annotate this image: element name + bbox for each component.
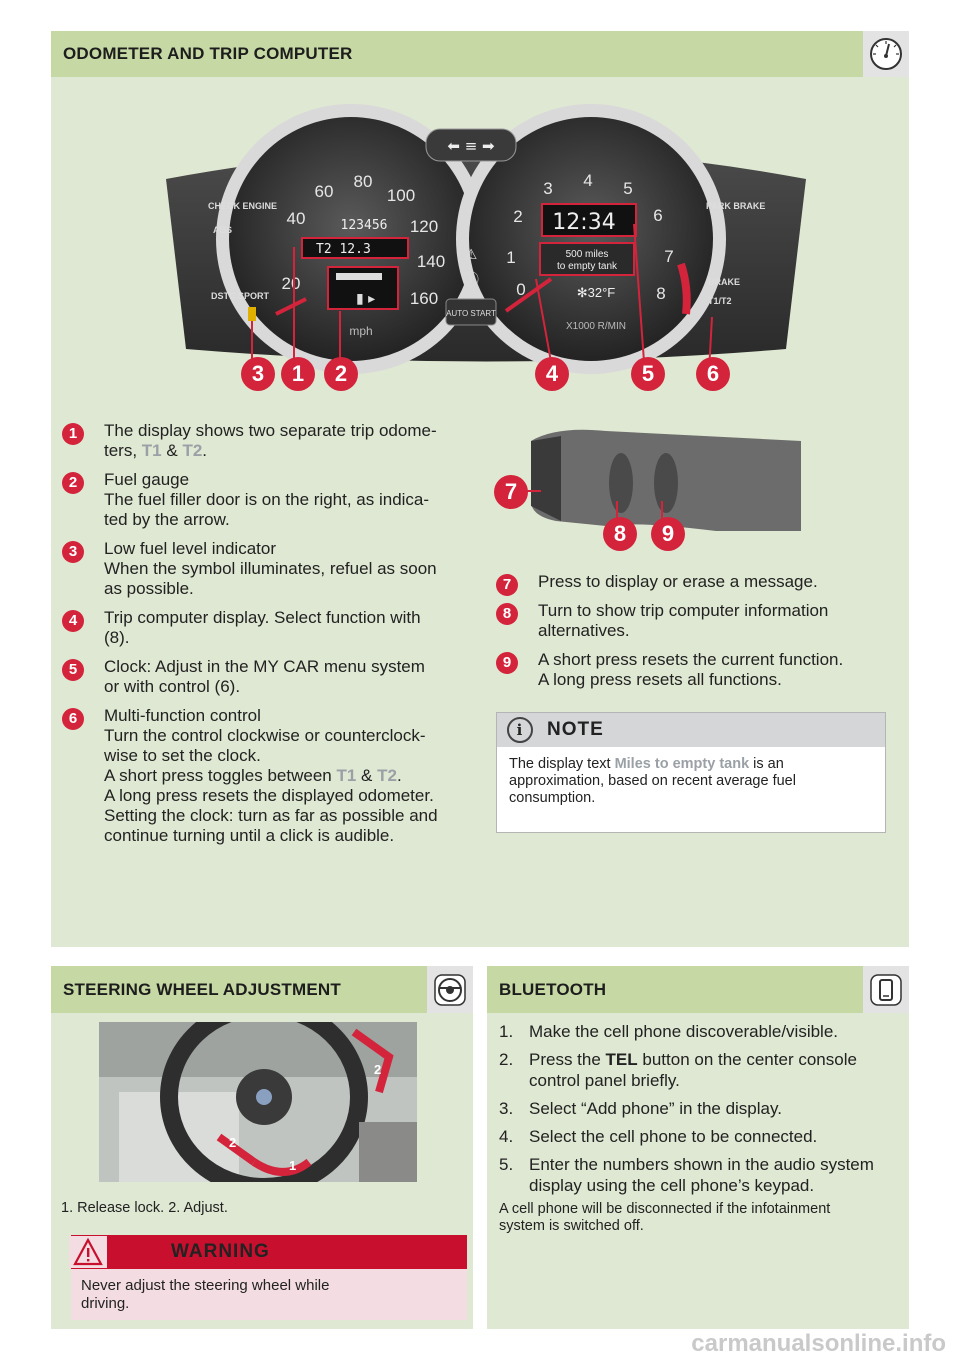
item-text: Clock: Adjust in the MY CAR menu system or with control (6). bbox=[104, 657, 425, 696]
rpm-tick: 8 bbox=[656, 284, 666, 303]
svg-text:⬅ ≡ ➡: ⬅ ≡ ➡ bbox=[447, 137, 495, 155]
step-text: Select “Add phone” in the display. bbox=[529, 1099, 782, 1118]
photo-label: 2 bbox=[229, 1135, 237, 1150]
rpm-tick: 5 bbox=[623, 179, 633, 198]
instrument-cluster-illustration bbox=[156, 89, 816, 389]
list-item bbox=[62, 470, 482, 530]
list-item bbox=[499, 1126, 904, 1147]
list-item bbox=[499, 1049, 904, 1091]
item-text: The display shows two separate trip odome- ters, bbox=[104, 421, 437, 460]
item-text: A short press resets the current function. A long press resets all functions. bbox=[538, 650, 844, 689]
step-text: Enter the numbers shown in the audio system display using the cell phone’s keypad. bbox=[529, 1155, 874, 1195]
list-item bbox=[62, 657, 482, 697]
range-readout-line2: to empty tank bbox=[556, 261, 618, 272]
section-header bbox=[487, 966, 909, 1013]
speed-tick: 80 bbox=[353, 172, 373, 191]
section-header bbox=[51, 966, 473, 1013]
callout-9: 9 bbox=[651, 517, 685, 551]
step-number: 5. bbox=[499, 1155, 514, 1174]
section-title: BLUETOOTH bbox=[499, 979, 607, 999]
warning-header bbox=[71, 1235, 467, 1269]
rpm-tick: 6 bbox=[653, 206, 663, 225]
note-header bbox=[497, 713, 885, 747]
svg-text:⚠: ⚠ bbox=[464, 246, 478, 262]
list-item bbox=[496, 601, 896, 641]
trip-readout: T2 12.3 bbox=[316, 242, 371, 257]
callout-3: 3 bbox=[241, 357, 275, 391]
rpm-tick: 4 bbox=[583, 171, 593, 190]
item-number: 4 bbox=[62, 610, 84, 632]
speed-tick: 140 bbox=[416, 252, 446, 271]
speed-tick: 100 bbox=[386, 186, 416, 205]
callout-1: 1 bbox=[281, 357, 315, 391]
speed-unit: mph bbox=[349, 324, 373, 338]
item-number: 6 bbox=[62, 708, 84, 730]
warning-light-label: T1/T2 bbox=[708, 296, 732, 306]
speed-tick: 20 bbox=[281, 274, 301, 293]
item-number: 1 bbox=[62, 423, 84, 445]
list-item bbox=[62, 608, 482, 648]
steering-wheel-photo bbox=[99, 1022, 417, 1182]
item-number: 7 bbox=[496, 574, 518, 596]
callout-8: 8 bbox=[603, 517, 637, 551]
note-title: NOTE bbox=[547, 719, 604, 740]
t2-label: T2 bbox=[182, 441, 203, 460]
section-title: ODOMETER AND TRIP COMPUTER bbox=[63, 44, 353, 63]
stalk-item-list bbox=[496, 572, 896, 699]
item-text: . A long press resets the displayed odometer. Setting the clock: turn as far as possible and continue turning until a click is audible. bbox=[104, 766, 438, 845]
warning-box bbox=[71, 1235, 467, 1320]
temperature-readout: ✻32°F bbox=[576, 285, 616, 300]
step-text: Press the bbox=[529, 1050, 606, 1069]
section-title: STEERING WHEEL ADJUSTMENT bbox=[63, 979, 341, 999]
t1-label: T1 bbox=[141, 441, 162, 460]
warning-light-label: DSTC SPORT bbox=[211, 291, 270, 301]
rpm-tick: 2 bbox=[513, 207, 523, 226]
callout-4: 4 bbox=[535, 357, 569, 391]
list-item bbox=[499, 1098, 904, 1119]
speed-tick: 60 bbox=[314, 182, 334, 201]
phone-icon bbox=[863, 966, 909, 1013]
list-item bbox=[496, 650, 896, 690]
odometer-readout: 123456 bbox=[340, 218, 388, 233]
list-item bbox=[62, 421, 482, 461]
item-text: Fuel gauge The fuel filler door is on the right, as indica- ted by the arrow. bbox=[104, 470, 430, 529]
item-text: Low fuel level indicator When the symbol illuminates, refuel as soon as possible. bbox=[104, 539, 437, 598]
warning-title: WARNING bbox=[171, 1241, 270, 1262]
item-number: 3 bbox=[62, 541, 84, 563]
watermark: carmanualsonline.info bbox=[691, 1330, 946, 1357]
info-icon: i bbox=[507, 717, 533, 743]
callout-2: 2 bbox=[324, 357, 358, 391]
list-item bbox=[62, 539, 482, 599]
t1-label: T1 bbox=[336, 766, 357, 785]
svg-text:ⓘ: ⓘ bbox=[462, 272, 480, 289]
speed-tick: 120 bbox=[409, 217, 439, 236]
photo-label: 2 bbox=[374, 1062, 382, 1077]
cluster-item-list bbox=[62, 421, 482, 855]
item-number: 9 bbox=[496, 652, 518, 674]
step-number: 1. bbox=[499, 1022, 514, 1041]
step-number: 2. bbox=[499, 1050, 514, 1069]
item-text: Multi-function control Turn the control clockwise or counterclock- wise to set the clock. A short press toggles between bbox=[104, 706, 426, 785]
note-box bbox=[496, 712, 886, 833]
step-text: button on the center console control panel briefly. bbox=[529, 1050, 857, 1090]
warning-light-label: PARK BRAKE bbox=[706, 201, 766, 211]
gauge-icon bbox=[863, 31, 909, 77]
warning-light-label: BRAKE bbox=[708, 277, 741, 287]
note-highlight: Miles to empty tank bbox=[614, 756, 750, 772]
photo-label: 1 bbox=[289, 1158, 297, 1173]
bluetooth-footnote: A cell phone will be disconnected if the infotainment system is switched off. bbox=[499, 1201, 831, 1234]
item-number: 5 bbox=[62, 659, 84, 681]
item-number: 2 bbox=[62, 472, 84, 494]
item-text: Press to display or erase a message. bbox=[538, 572, 818, 591]
step-number: 3. bbox=[499, 1099, 514, 1118]
item-text: Turn to show trip computer information alternatives. bbox=[538, 601, 829, 640]
speed-tick: 40 bbox=[286, 209, 306, 228]
callout-6: 6 bbox=[696, 357, 730, 391]
list-item bbox=[62, 706, 482, 846]
list-item bbox=[499, 1154, 904, 1196]
item-text: & bbox=[356, 766, 378, 785]
step-number: 4. bbox=[499, 1127, 514, 1146]
item-text: . bbox=[202, 441, 208, 460]
svg-text:▮ ▸: ▮ ▸ bbox=[356, 291, 376, 307]
steering-section bbox=[51, 966, 473, 1329]
bluetooth-section bbox=[487, 966, 909, 1329]
clock-readout: 12:34 bbox=[552, 210, 616, 235]
list-item bbox=[499, 1021, 904, 1042]
tel-button-label: TEL bbox=[605, 1050, 638, 1069]
warning-light-label: ABS bbox=[213, 225, 233, 235]
callout-7: 7 bbox=[494, 475, 528, 509]
odometer-section bbox=[51, 31, 909, 947]
bluetooth-steps bbox=[499, 1021, 904, 1235]
range-readout-line1: 500 miles bbox=[565, 249, 609, 260]
auto-start-label: AUTO START bbox=[446, 309, 496, 318]
step-text: Select the cell phone to be connected. bbox=[529, 1127, 818, 1146]
note-text-part: is an approximation, based on recent average fuel consumption. bbox=[509, 756, 796, 806]
t2-label: T2 bbox=[377, 766, 397, 785]
steering-wheel-icon bbox=[427, 966, 473, 1013]
warning-text: Never adjust the steering wheel while driving. bbox=[81, 1277, 330, 1312]
list-item bbox=[496, 572, 896, 592]
section-header bbox=[51, 31, 909, 77]
item-number: 8 bbox=[496, 603, 518, 625]
warning-light-label: CHECK ENGINE bbox=[208, 201, 278, 211]
item-text: Trip computer display. Select function with (8). bbox=[104, 608, 421, 647]
speed-tick: 160 bbox=[409, 289, 439, 308]
photo-caption: 1. Release lock. 2. Adjust. bbox=[61, 1200, 228, 1216]
rpm-tick: 0 bbox=[516, 280, 526, 299]
step-text: Make the cell phone discoverable/visible. bbox=[529, 1022, 839, 1041]
warning-triangle-icon bbox=[69, 1236, 107, 1268]
note-text bbox=[497, 747, 885, 816]
rpm-tick: 7 bbox=[664, 247, 674, 266]
item-text: & bbox=[161, 441, 183, 460]
rpm-tick: 1 bbox=[506, 248, 516, 267]
rpm-unit: X1000 R/MIN bbox=[565, 321, 627, 332]
note-text-part: The display text bbox=[509, 756, 615, 772]
callout-5: 5 bbox=[631, 357, 665, 391]
rpm-tick: 3 bbox=[543, 179, 553, 198]
